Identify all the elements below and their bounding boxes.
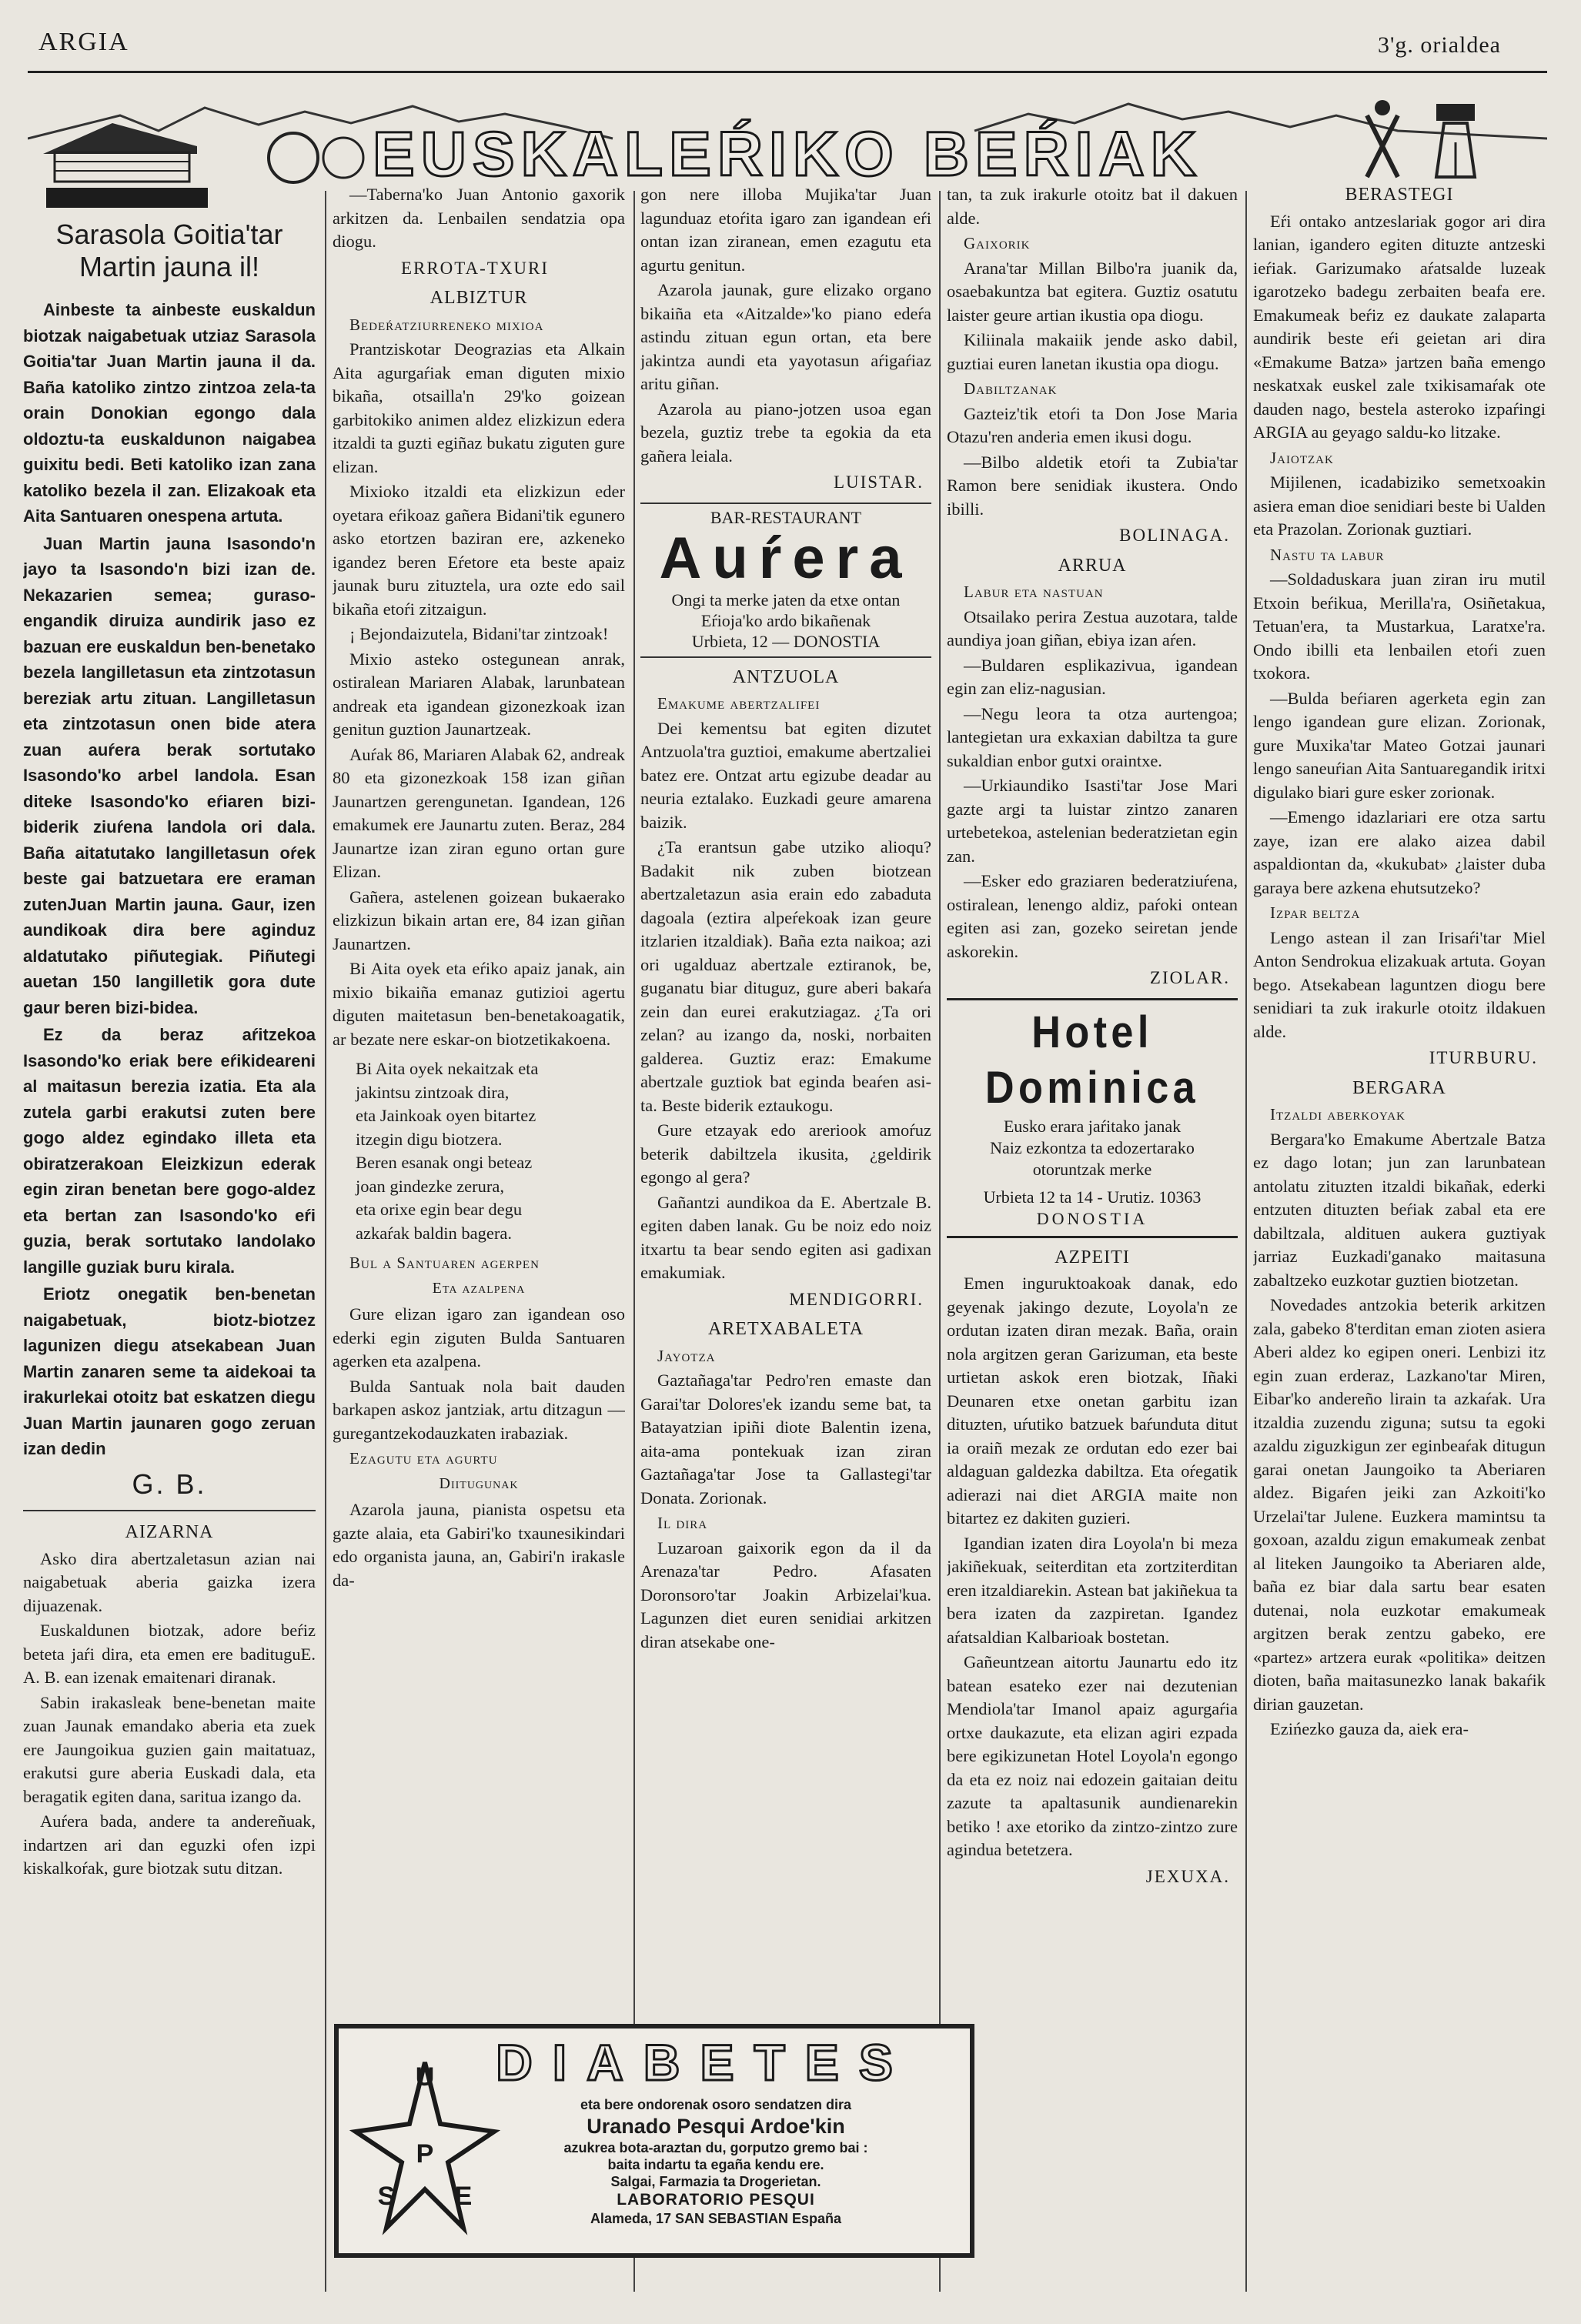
diabetes-headline: DIABETES: [496, 2034, 913, 2091]
article-signature: ZIOLAR.: [1149, 968, 1230, 987]
ad-laboratory: LABORATORIO PESQUI: [617, 2191, 815, 2209]
subheading: Diitugunak: [439, 1474, 519, 1492]
aurera-advertisement: [640, 503, 931, 658]
paragraph: Igandian izaten dira Loyola'n bi meza jakiñekuak, seiterditan eta zortziterditan eren itzaldiarekin. Astean bat jakiñekua ta bera izaten da zazpiretan. Igandez aŕatsaldian Kalbarioak bostetan.: [947, 1533, 1238, 1647]
paragraph: Gañera, astelenen goizean bukaerako elizkizun bikain artan ere, 84 izan giñan Jaunartzen.: [333, 887, 625, 953]
subheading: Eta azalpena: [432, 1279, 526, 1297]
section-heading-arrua: ARRUA: [1058, 555, 1127, 576]
paragraph: Ezińezko gauza da, aiek era-: [1270, 1719, 1469, 1738]
article-signature: G. B.: [132, 1468, 207, 1500]
paragraph: Gaztañaga'tar Pedro'ren emaste dan Garai'tar Dolores'ek izandu seme bat, ta Batayatzian ipiñi diote Balentin izena, aita-ama pontekuak izan ziran Gaztañaga'tar Jose ta Gallastegi'tar Donata. Zorionak.: [640, 1371, 931, 1508]
subheading: Il dira: [657, 1514, 708, 1532]
paragraph: Luzaroan gaixorik egon da il da Arenaza'tar Pedro. Afasaten Doronsoro'tar Joakin Arbizelai'kua. Lagunzen diet euren senidiai arkitzen diran atsekabe one-: [640, 1538, 931, 1651]
paragraph: —Bulda beŕiaren agerketa egin zan lengo igandean gure elizan. Zorionak, gure Muxika'tar Mateo Gotzai jaunari lengo saneuŕian Aita Santuaregandik iritxi digulako biari gure esker zorionak.: [1253, 688, 1546, 802]
paragraph: Gazteiz'tik etoŕi ta Don Jose Maria Otazu'ren anderia emen ikusi dogu.: [947, 403, 1238, 446]
paragraph: Gure elizan igaro zan igandean oso ederki egin ziguten Bulda Santuaren agerken eta azalpena.: [333, 1304, 625, 1371]
subheading: Itzaldi aberkoyak: [1270, 1105, 1406, 1124]
ad-line: Salgai, Farmazia ta Drogerietan.: [610, 2174, 821, 2189]
ad-name: Auŕera: [659, 525, 913, 591]
subheading: Jayotza: [657, 1346, 716, 1365]
star-letter: E: [454, 2182, 473, 2211]
column-2: [333, 183, 625, 2015]
ad-line: eta bere ondorenak osoro sendatzen dira: [580, 2097, 852, 2112]
paragraph: Sabin irakasleak bene-benetan maite zuan Jaunak emandako aberia eta zuek ere Jaungoikua guzien gain maitatuaz, erakutsi gure aberia Euskadi dala, eta beragatik egiten dana, saritua izango da.: [23, 1692, 316, 1806]
paragraph: Otsailako perira Zestua auzotara, talde aundiya joan giñan, ebiya izan aŕen.: [947, 606, 1238, 649]
paragraph: —Emengo idazlariari ere otza sartu zaye, izan ere alako aizea dabil aspaldiontan da, «kukubat» ¿laister duba garaya bere azkena ehutsutzeko?: [1253, 807, 1546, 897]
article-title: Sarasola Goitia'tar Martin jauna il!: [55, 219, 283, 282]
section-heading-azpeiti: AZPEITI: [1055, 1247, 1130, 1267]
paragraph: Euskaldunen biotzak, adore beŕiz beteta jaŕi dira, eta emen ere badituguE. A. B. ean izenak emaitenari diranak.: [23, 1621, 316, 1687]
column-divider: [325, 191, 326, 2292]
ad-line: DONOSTIA: [1036, 1208, 1148, 1228]
article-signature: BOLINAGA.: [1119, 526, 1230, 545]
obituary-article: [23, 297, 316, 1462]
diabetes-advertisement: [334, 2024, 974, 2258]
section-heading-aizarna: AIZARNA: [125, 1522, 214, 1542]
article-signature: ERROTA-TXURI: [400, 258, 550, 278]
paragraph: —Negu leora ta otza aurtengoa; lantegietan ura exkaxian dabiltza ta gure sukaldian enbor gutxi oraintxe.: [947, 703, 1238, 770]
dancers-icon: [1367, 100, 1475, 177]
paragraph: Eriotz onegatik ben-benetan naigabetuak, biotz-biotzez lagunizen diegu atsekabean Juan Martin zanaren seme ta aidekoai ta irakurlekai otoitz bat eskatzen diegu Juan Martin jaunaren gogo zeruan izan dedin: [23, 1284, 316, 1458]
paragraph: Ainbeste ta ainbeste euskaldun biotzak naigabetuak utziaz Sarasola Goitia'tar Juan Martin jauna il da. Baña katoliko zintzo zintzoa zela-ta orain Donokian egongo dala oldoztu-ta euskaldunon naigabea guixitu bedi. Beti katoliko izan zana katoliko bezela il zan. Elizakoak eta Aita Santuaren onespena artuta.: [23, 300, 316, 526]
column-divider: [939, 191, 941, 2292]
section-rule: [23, 1510, 316, 1511]
page-number: 3'g. orialdea: [1377, 32, 1501, 58]
paragraph: —Bilbo aldetik etoŕi ta Zubia'tar Ramon bere senidiak ikustera. Ondo ibilli.: [947, 452, 1238, 519]
paragraph: Bulda Santuak nola bait dauden barkapen askoz jantziak, artu ditzagun —guregantzekodauzkaten irabaziak.: [333, 1376, 625, 1443]
article-signature: LUISTAR.: [833, 472, 924, 492]
paragraph: ¡ Bejondaizutela, Bidani'tar zintzoak!: [349, 624, 609, 643]
paragraph: Mijilenen, icadabiziko semetxoakin asiera eman dioe senidiari beste bi Ualden eta Prazolan. Zorionak guztiari.: [1253, 472, 1546, 539]
paragraph: Gañantzi aundikoa da E. Abertzale B. egiten daben lanak. Gu be noiz edo noiz itxartu ta bear sendo egiten asi gadixan emakumiak.: [640, 1192, 931, 1282]
paragraph: Bergara'ko Emakume Abertzale Batza ez dago lotan; jun zan larunbatean antolatu zituzten itzaldi bikañak, ederki entzuten dituzten beŕiak zabal eta ere dabiltzala, aldituen aukera guztiyak jarriaz Euzkadi'ganako maitasuna zabaltzeko euzkotar guztien biotzetan.: [1253, 1129, 1546, 1290]
paragraph: Gure etzayak edo areriook amoŕuz beterik dabiltzela ikusita, ¿geldirik egongo al gera?: [640, 1120, 931, 1187]
paragraph: ¿Ta erantsun gabe utziko alioqu? Badakit nik zuben biotzean abertzaletazun asia erain edo zabaduta dagoala (eztira alpeŕekoak izan geure itzlarien itzaldiak). Baña ezta naikoa; azi ori ugalduaz abertzale eztiranok, be, guganatu biar dituguz, gure aberi bakaŕa zein dan eurei erakutziagaz. ¿Ta ori zelan? au izango da, noski, norbaiten galderea. Guztiz eraz: Emakume abertzale guztiok bat eginda beaŕen asi-ta. Beste biderik eztaukogu.: [640, 837, 931, 1115]
paragraph: Dei kementsu bat egiten dizutet Antzuola'tra guztioi, emakume abertzaliei batez ere. Ontzat artu egizube deadar au neuria eztalako. Euzkadi geure amarena baizik.: [640, 718, 931, 832]
paragraph: tan, ta zuk irakurle otoitz bat il dakuen alde.: [947, 185, 1238, 228]
subheading: Nastu ta labur: [1270, 545, 1385, 564]
poem-line: Beren esanak ongi beteaz: [356, 1153, 533, 1172]
paragraph: Juan Martin jauna Isasondo'n jayo ta Isasondo'n bizi izan de. Nekazarien semea; guraso-engandik diruiza aundirik jaso ez bazuan ere euskaldun ben-benetako bezela langilletasun eta zintzotasun bereziak artu zituan. Langilletasun eta zintzotasun onen bide atera zuan auŕera berak sortutako Isasondo'ko arbel landola. Esan diteke Isasondo'ko eŕiaren bizi-biderik ziuŕena landola ori dala. Baña aitatutako langilletasun oŕek beste gai batzuetara ere eraman zutenJuan Martin jauna. Gaur, izen aundikoak dira bere aginduz aldatutako piñutegiak. Piñutegi auetan 150 langilletik gora dute gaur beren bizi-bidea.: [23, 533, 316, 1017]
ad-line: baita indartu ta egaña kendu ere.: [607, 2157, 824, 2172]
poem-line: azkaŕak baldin bagera.: [356, 1223, 513, 1243]
paragraph: —Buldaren esplikazivua, igandean egin zan eliz-nagusian.: [947, 655, 1238, 698]
section-heading-antzuola: ANTZUOLA: [732, 666, 840, 687]
subheading: Emakume abertzalifei: [657, 694, 821, 713]
ad-address: Alameda, 17 SAN SEBASTIAN España: [590, 2211, 842, 2226]
column-divider: [633, 191, 635, 2292]
subheading: Izpar beltza: [1270, 903, 1361, 922]
paragraph: Lengo astean il zan Irisaŕi'tar Miel Anton Sendrokua elizakuak artuta. Goyan bego. Atsekabean laguntzen diogu bere senidiari ta zuk irakurle otoitz ildakuen alde.: [1253, 927, 1546, 1041]
ad-top-line: BAR-RESTAURANT: [710, 507, 862, 527]
section-banner: [28, 85, 1547, 185]
paragraph: Gañeuntzean aitortu Jaunartu edo itz batean esateko ezer nai dezutenian Mendiola'tar Imanol apaiz agurgaŕia ortxe daukazute, eta elizan agiri ezpada bere egikizunetan Hotel Loyola'n egongo da eta ez noiz nai edozein gaitaian deitu zazute ta apaltasunik aundienarekin betiko ! axe etoriko da zintzo-zintzo zure agindua betetzera.: [947, 1652, 1238, 1859]
subheading: Gaixorik: [964, 234, 1031, 252]
paragraph: —Taberna'ko Juan Antonio gaxorik arkitzen da. Lenbailen sendatzia opa diogu.: [333, 185, 625, 251]
poem-line: Bi Aita oyek nekaitzak eta: [356, 1059, 539, 1078]
column-4: [947, 183, 1238, 2315]
poem-line: jakintsu zintzoak dira,: [356, 1082, 510, 1102]
paragraph: Kiliinala makaiik jende asko dabil, guztiai euren lanetan ikustia opa diogu.: [947, 330, 1238, 373]
diabetes-copy: [485, 2096, 947, 2227]
star-letter: P: [416, 2139, 434, 2169]
page-header: [38, 28, 1501, 66]
black-bar-ornament: [46, 188, 208, 208]
paragraph: Asko dira abertzaletasun azian nai naigabetuak aberia gaizka izera dijuazenak.: [23, 1548, 316, 1615]
hotel-dominica-advertisement: [947, 998, 1238, 1238]
subheading: Dabiltzanak: [964, 379, 1058, 398]
paragraph: —Urkiaundiko Isasti'tar Jose Mari gazte argi ta luistar zintzo zanaren urtebetekoa, astelenian bederatzietan egin zan.: [947, 776, 1238, 866]
paragraph: Arana'tar Millan Bilbo'ra juanik da, osaebakuntza bat egitera. Guztiz osatutu laister geure artian ikustia opa diogu.: [947, 258, 1238, 325]
basque-house-icon: [43, 123, 363, 182]
ad-name: Hotel Dominica: [984, 1007, 1200, 1113]
paragraph: Bi Aita oyek eta eŕiko apaiz janak, ain mixio bikaiña emanaz gutizioi agertu diguten maitetasun ben-benetakoagatik, ar bezate nere eskar-on biotzetikakoena.: [333, 959, 625, 1049]
column-1: [23, 183, 316, 2315]
paragraph: Eŕi ontako antzeslariak gogor ari dira lanian, igandero egiten dituzte antzeski ieŕiak. Garizumako aŕatsalde luzeak igarotzeko badegu zerbaiten beafa ere. Emakumeak beŕiz ez daukate zalaparta aundirik beste eŕi geietan ari dira «Emakume Batza» jartzen baña emengo neskatxak euskel zale txikisamaŕak ote dauden nago, bestela asteroko izpaŕingi ARGIA au geyago saldu-ko litzake.: [1253, 211, 1546, 442]
subheading: Bedeŕatziurreneko mixioa: [349, 315, 544, 334]
paragraph: Ez da beraz aŕitzekoa Isasondo'ko eriak bere eŕikideareni al maitasun berezia izatia. Eta ala zutela garbi erakutsi zuten bere gogo aldez egindako illeta eta obiratzerakoan Eleizkizun ederak egin ziran benetan bere gogo-aldez eta bertan zan Isasondo'ko eŕi guzia, berak sortutako landolako langille guziak buru kirala.: [23, 1025, 316, 1277]
ad-line: azukrea bota-araztan du, gorputzo gremo bai :: [563, 2140, 868, 2155]
subheading: Bul a Santuaren agerpen: [349, 1254, 540, 1272]
paragraph: Mixio asteko ostegunean anrak, ostiralean Mariaren Alabak, larunbatean andreak eta igandean gizonezkoak izan genitun guztion Jaunartzeak.: [333, 649, 625, 739]
banner-title: EUSKALEŔIKO BEŔIAK: [373, 119, 1202, 185]
ad-line: Naiz ezkontza ta edozertarako: [990, 1137, 1195, 1157]
paragraph: Mixioko itzaldi eta elizkizun eder oyetara eŕikoaz gañera Bidani'tik egunero asko etortzen baziran ere, azkeneko igandez beren Eŕetore eta beste apaiz jaunak buru zituztela, ura ozte edo sail bikaña etoŕi zitzaigun.: [333, 482, 625, 619]
poem: [356, 1057, 625, 1245]
poem-line: joan gindezke zerura,: [356, 1176, 505, 1196]
ad-line: Ongi ta merke jaten da etxe ontan: [671, 589, 901, 609]
header-rule: [28, 71, 1547, 73]
paragraph: Novedades antzokia beterik arkitzen zala, gabeko 8'terditan eman zioten asiera Aberi aldez ko egipen oneri. Lenbizi itz egin zuan erderaz, Lazkano'tar Miren, Eibar'ko andereño lirain ta azkaŕak. Ura itzaldia zuzendu ziguna; sutsu ta egoki azaldu ziguzkigun zer eginbeaŕak ditugun garai onetan Jaungoiko ta Aberiaren aldez. Bigaŕen jeiki zan Azkoiti'ko Urzelai'tar Julene. Euzkera mamintsu ta goxoan, azaldu zigun emakumeak zenbat al liteken Jaungoiko ta Aberiaren alde, baña ez biar dala sartu bear esaten dutenai, nola euzkotar emakumeak argitzen berak zentzu gabeko, ere «partez» artzera eurak «politika» deitzen dioten, baña maitasunezko lanak bakaŕik dirian gauzetan.: [1253, 1295, 1546, 1714]
article-signature: MENDIGORRI.: [789, 1289, 924, 1309]
article-signature: JEXUXA.: [1145, 1866, 1230, 1886]
paragraph: —Esker edo graziaren bederatziuŕena, ostiralean, lenengo aldiz, paŕoki ontean egiten asi zan, gozeko seiretan jende askorekin.: [947, 871, 1238, 961]
column-5: [1253, 183, 1546, 2315]
section-heading-aretxabaleta: ARETXABALETA: [707, 1319, 864, 1339]
paragraph: Auŕera bada, andere ta andereñuak, indartzen ari dan eguzki ofen izpi kiskalkoŕak, gure biotzak sutu ditzan.: [23, 1811, 316, 1878]
ad-line: Eusko erara jaŕitako janak: [1003, 1116, 1182, 1136]
paragraph: —Soldaduskara juan ziran iru mutil Etxoin beŕikua, Merilla'ra, Osiñetakua, Tetuan'era, ta Mustarkua, Laratxe'ra. Ondo ibilli eta lenbailen etoŕi zuen txokora.: [1253, 569, 1546, 683]
poem-line: itzegin digu biotzera.: [356, 1129, 503, 1149]
subheading: Labur eta nastuan: [964, 583, 1104, 601]
masthead-title: ARGIA: [38, 28, 129, 56]
paragraph: Azarola jauna, pianista ospetsu eta gazte alaia, eta Gabiri'ko txaunesikindari edo organista jauna, an, Gabiri'n irakasle da-: [333, 1500, 625, 1590]
ad-line: Eŕioja'ko ardo bikañenak: [700, 610, 871, 630]
paragraph: Azarola au piano-jotzen usoa egan bezela, guztiz trebe ta egokia da eta gañera leiala.: [640, 399, 931, 466]
paragraph: Auŕak 86, Mariaren Alabak 62, andreak 80 eta gizonezkoak 158 izan giñan Jaunartzen gerengunetan. Igandean, 126 emakumek ere Jaunartu zuten. Beraz, 284 Jaunartze izan ziran eguno ortan gure Elizan.: [333, 744, 625, 881]
column-divider: [1245, 191, 1247, 2292]
paragraph: Prantziskotar Deograzias eta Alkain Aita agurgaŕiak eman diguten mixio bikaña, otsailla'n 29'ko goizean garbitokiko animen aldez elizkizun edera itzaldi ta guzti egiñaz bukatu ziguten gure elizan.: [333, 339, 625, 476]
subheading: Jaiotzak: [1270, 448, 1334, 467]
subheading: Ezagutu eta agurtu: [349, 1449, 498, 1468]
ad-line: Urbieta 12 ta 14 - Urutiz. 10363: [983, 1187, 1202, 1207]
ad-line: Urbieta, 12 — DONOSTIA: [691, 631, 881, 651]
section-heading-bergara: BERGARA: [1352, 1077, 1446, 1098]
section-heading-albiztur: ALBIZTUR: [430, 288, 528, 308]
article-signature: ITURBURU.: [1429, 1048, 1538, 1067]
star-letter: S: [377, 2182, 396, 2211]
paragraph: Azarola jaunak, gure elizako organo bikaiña eta «Aitzalde»'ko piano edeŕa astindu zituan egun ortan, eta bere jakintza aundi eta yayotasun aŕigaŕiaz aritu giñan.: [640, 280, 931, 393]
poem-line: eta orixe egin bear degu: [356, 1200, 523, 1219]
ad-product: Uranado Pesqui Ardoe'kin: [587, 2115, 845, 2138]
paragraph: gon nere illoba Mujika'tar Juan lagunduaz etoŕita igaro zan igandean eŕi ontan izan ziranean, emen ezagutu eta agurtu genitun.: [640, 185, 931, 275]
section-heading-berastegi: BERASTEGI: [1345, 185, 1454, 205]
paragraph: Emen inguruktoakoak danak, edo geyenak jakingo dezute, Loyola'n ze ordutan izaten diran mezak. Baña, orain nola argitzen geran Garizuman, eta beste urtietan askok eren biotzak, Iñaki Deunaren etxe onetan garbitu izan dituzten, uŕutiko batzuek baŕunduta ditut ia oraiñ mezak ze ordutan edo ezer bai aldaguan galdezka dabiltza. Eta oŕegatik adierazi nai diet ARGIA maite non bitartez ez dakiten guzieri.: [947, 1274, 1238, 1528]
ad-line: otoruntzak merke: [1032, 1159, 1152, 1179]
star-letter: U: [415, 2062, 435, 2092]
column-3: [640, 183, 931, 2015]
poem-line: eta Jainkoak oyen bitartez: [356, 1106, 536, 1125]
